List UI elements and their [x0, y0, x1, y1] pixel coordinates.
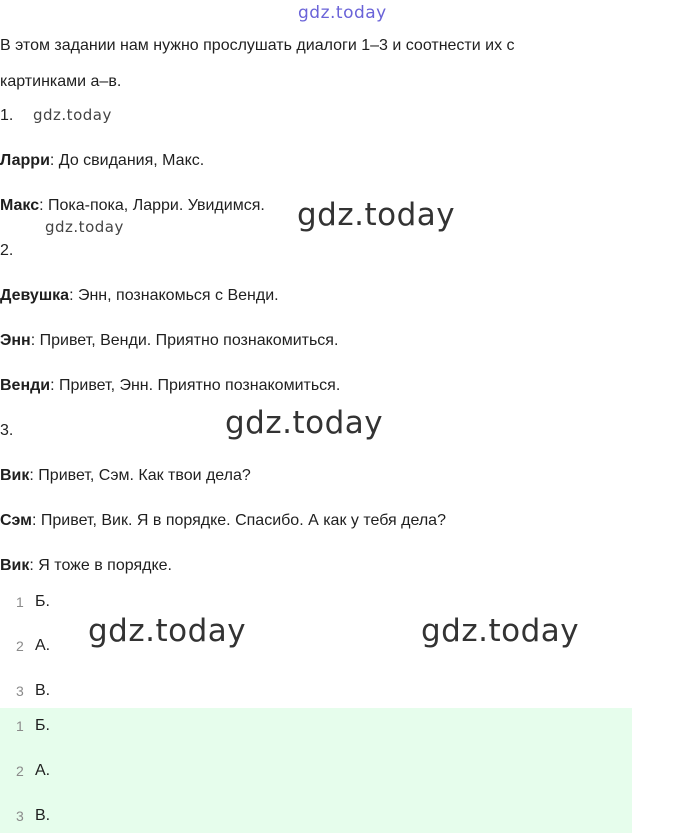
answer-value: Б.	[35, 593, 50, 610]
watermark-large-1: gdz.today	[297, 197, 456, 233]
speaker-text: : Я тоже в порядке.	[29, 557, 172, 574]
speaker-text: : Энн, познакомься с Венди.	[69, 287, 279, 304]
speaker-name: Энн	[0, 332, 31, 349]
dialogue-line	[0, 286, 279, 306]
dialogue-line	[0, 151, 204, 171]
highlighted-answer-box	[0, 708, 632, 833]
answer-value: В.	[35, 682, 51, 699]
speaker-name: Девушка	[0, 287, 70, 304]
dialogue-line	[0, 196, 265, 216]
answer-number: 2	[16, 763, 24, 779]
answer-number: 1	[16, 718, 24, 734]
speaker-name: Макс	[0, 197, 40, 214]
speaker-name: Ларри	[0, 152, 50, 169]
answer-number: 3	[16, 683, 24, 699]
answer-value: А.	[35, 637, 51, 654]
watermark-large-2: gdz.today	[225, 405, 384, 441]
answer-number: 1	[16, 594, 24, 610]
speaker-name: Вик	[0, 467, 30, 484]
watermark-small-1: gdz.today	[33, 106, 112, 124]
speaker-text: : Пока-пока, Ларри. Увидимся.	[39, 197, 265, 214]
dialogue-line	[0, 331, 338, 351]
dialogue-number-3: 3.	[0, 422, 14, 439]
speaker-text: : До свидания, Макс.	[49, 152, 205, 169]
speaker-text: : Привет, Венди. Приятно познакомиться.	[30, 332, 339, 349]
intro-line-2: картинками а–в.	[0, 73, 122, 90]
speaker-name: Вик	[0, 557, 30, 574]
dialogue-line	[0, 511, 446, 531]
watermark-top: gdz.today	[298, 3, 387, 23]
speaker-text: : Привет, Вик. Я в порядке. Спасибо. А как у тебя дела?	[32, 512, 446, 529]
watermark-large-4: gdz.today	[421, 613, 580, 649]
dialogue-number-2: 2.	[0, 242, 14, 259]
speaker-text: : Привет, Сэм. Как твои дела?	[29, 467, 251, 484]
dialogue-line	[0, 376, 340, 396]
answer-number: 3	[16, 808, 24, 824]
answer-number: 2	[16, 638, 24, 654]
intro-line-1: В этом задании нам нужно прослушать диалоги 1–3 и соотнести их с	[0, 37, 515, 54]
speaker-name: Сэм	[0, 512, 33, 529]
speaker-text: : Привет, Энн. Приятно познакомиться.	[50, 377, 341, 394]
watermark-small-2: gdz.today	[45, 218, 124, 236]
watermark-large-3: gdz.today	[88, 613, 247, 649]
answer-value: Б.	[35, 717, 50, 734]
answer-value: В.	[35, 807, 51, 824]
dialogue-line	[0, 556, 172, 576]
speaker-name: Венди	[0, 377, 51, 394]
dialogue-number-1: 1.	[0, 107, 14, 124]
answer-value: А.	[35, 762, 51, 779]
dialogue-line	[0, 466, 251, 486]
